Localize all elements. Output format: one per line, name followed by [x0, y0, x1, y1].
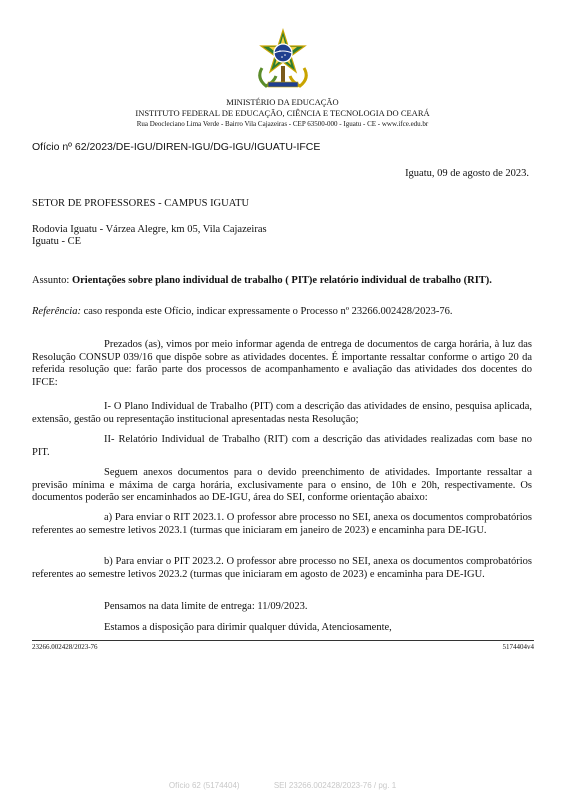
reference-text: caso responda este Ofício, indicar expressamente o Processo nº 23266.002428/2023-76. [80, 306, 453, 317]
subject-label: Assunto: [32, 275, 70, 286]
body-paragraph-3: II- Relatório Individual de Trabalho (RIT) com a descrição das atividades realizadas com base no PIT. [32, 434, 532, 458]
reference [32, 306, 532, 319]
recipient-sector: SETOR DE PROFESSORES - CAMPUS IGUATU [32, 198, 250, 209]
body-paragraph-7: Pensamos na data limite de entrega: 11/09/2023. [104, 601, 308, 612]
footer-doc-ref: 5174404v4 [502, 643, 534, 651]
body-paragraph-5: a) Para enviar o RIT 2023.1. O professor abre processo no SEI, anexa os documentos comprobatórios referentes ao semestre letivos 2023.1 (turmas que iniciaram em janeiro de 2023) e encaminha para DE-IGU. [32, 512, 532, 536]
header-institute: INSTITUTO FEDERAL DE EDUCAÇÃO, CIÊNCIA E TECNOLOGIA DO CEARÁ [135, 108, 430, 118]
date-line: Iguatu, 09 de agosto de 2023. [405, 168, 529, 179]
sei-footer-process-page: SEI 23266.002428/2023-76 / pg. 1 [273, 781, 397, 790]
reference-label: Referência: [32, 306, 81, 317]
footer-process-ref: 23266.002428/2023-76 [32, 643, 98, 651]
body-paragraph-2: I- O Plano Individual de Trabalho (PIT) com a descrição das atividades de ensino, pesquisa aplicada, extensão, gestão ou representação institucional apresentadas nesta Resolução; [32, 401, 532, 425]
header-address: Rua Deocleciano Lima Verde - Bairro Vila Cajazeiras - CEP 63500-000 - Iguatu - CE - www.ifce.edu.br [136, 120, 429, 128]
coat-of-arms-emblem [254, 28, 312, 92]
footer-divider [32, 640, 534, 641]
subject [32, 275, 522, 288]
body-paragraph-1: Prezados (as), vimos por meio informar agenda de entrega de documentos de carga horária, à luz das Resolução CONSUP 039/16 que dispõe sobre as atividades docentes. É importante ressaltar conforme o artigo 20 da referida resolução que: farão parte dos processos de acompanhamento e avaliação das atividades dos docentes do IFCE: [32, 339, 532, 388]
oficio-number: Ofício nº 62/2023/DE-IGU/DIREN-IGU/DG-IGU/IGUATU-IFCE [32, 141, 321, 153]
body-paragraph-4: Seguem anexos documentos para o devido preenchimento de atividades. Importante ressaltar a previsão mínima e máxima de carga horária, exclusivamente para o ensino, de 10h e 20h, respectivamente. Os documentos poderão ser encaminhados ao DE-IGU, área do SEI, conforme orientação abaixo: [32, 467, 532, 503]
body-paragraph-8: Estamos a disposição para dirimir qualquer dúvida, Atenciosamente, [104, 622, 392, 633]
sei-footer-document: Ofício 62 (5174404) [168, 781, 240, 790]
recipient-address-line1: Rodovia Iguatu - Várzea Alegre, km 05, Vila Cajazeiras [32, 224, 267, 235]
recipient-address-line2: Iguatu - CE [32, 236, 81, 247]
header-ministry: MINISTÉRIO DA EDUCAÇÃO [226, 97, 339, 107]
subject-text: Orientações sobre plano individual de trabalho ( PIT)e relatório individual de trabalho (RIT). [71, 275, 492, 286]
sei-footer [0, 781, 565, 790]
body-paragraph-6: b) Para enviar o PIT 2023.2. O professor abre processo no SEI, anexa os documentos comprobatórios referentes ao semestre letivos 2023.2 (turmas que iniciaram em agosto de 2023) e encaminha para DE-IGU. [32, 556, 532, 580]
